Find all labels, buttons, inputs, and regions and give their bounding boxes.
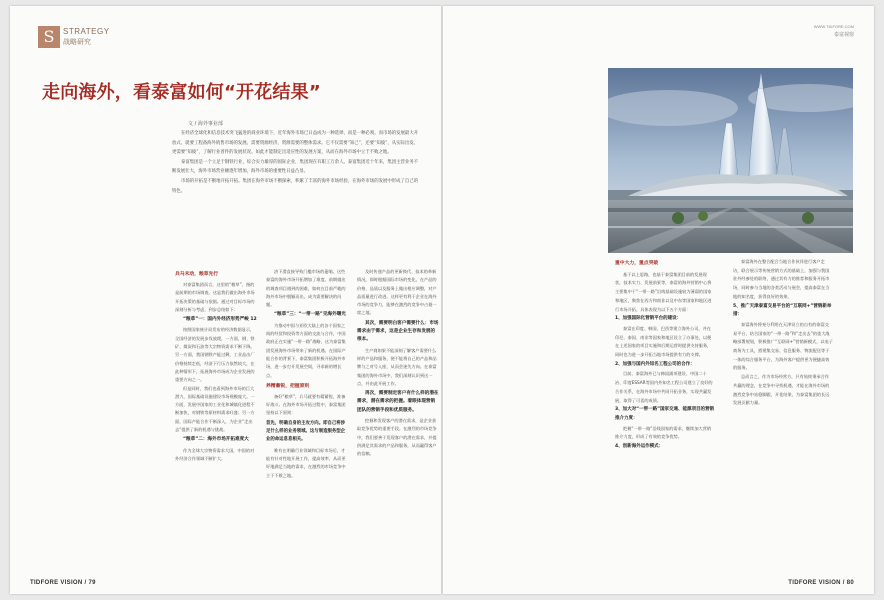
subheading: “粮草”二：海外市场开拓难度大 xyxy=(183,437,249,443)
body-paragraph: 泰富在印度、韩国、巴西等建立海外公司，并在印尼、泰国、南非等国家和地区设立了办事处，以便在上述国家的项目实施和后期运营时提供支持服务，同时也为进一步开拓当地市场提供有力的支撑。 xyxy=(615,325,712,358)
body-paragraph: 济下滑直接导致门槛市场的萎缩。这些泰富的海外市场开拓增加了难度。前期做出的调查项目遇到的困难，如何在目前严峻的海外市场中脱颖而出，成为需要解决的问题。 xyxy=(266,269,346,308)
body-paragraph: 基于以上思路，也基于泰富集团目前的发展现状，技术实力、发展前景等，泰富的海外营销中心将主要集中于“一带一路”沿线基础设施较为薄弱的国家和地区，聚焦在西方和南非以及中东等国家和地区进行市场开拓。具体表现为以下五个方面： xyxy=(615,271,712,312)
left-column-1 xyxy=(175,268,257,463)
page-footer-right: TIDFORE VISION / 80 xyxy=(788,580,854,586)
left-page xyxy=(10,6,441,594)
subheading: “粮草”一：国内外经济形势严峻 12 xyxy=(183,317,257,323)
article-title: 走向海外，看泰富如何“开花结果” xyxy=(42,82,321,103)
right-column-2 xyxy=(733,258,833,408)
body-paragraph: 及时传递产品的更新换代、技术的革新情况，即时根据国际市场的变化，在产品的价格、品质以及服务上做出相应调整，对产品质量进行改进。这样更有利于企业在海外市场的竞争力，能够在激烈的竞争中占据一席之地。 xyxy=(357,269,437,316)
body-paragraph: 按照国家统计局发布的经济数据显示，全国经济的发展步伐放缓，一方面，钢、铁矿、煤炭和石油等大宗物资需求不断下降。另一方面，我国钢铁产能过剩，工业品出厂价格持续走低，经济下行压力依然较大，在此种情形下，拓展海外市场成为企业发展的重要方向之一。 xyxy=(175,327,255,383)
section-tag-cn: 战略研究 xyxy=(63,38,91,46)
page-footer-left: TIDFORE VISION / 79 xyxy=(30,580,96,586)
subheading: “粮草”三：“一带一路”见海外曙光 xyxy=(274,312,346,318)
lead-paragraph: 市场的开拓是不断地开拓开拓。集团在海外市场不断探索，积累了丰富的海外市场经验，在海外市场的发展中形成了自己的特色。 xyxy=(172,178,419,194)
body-paragraph: 泰富海外在整合配合当地合作伙伴进行客户走访，联合展示等传统营销方式的基础上，加强与我国驻外经参处的联络，通过其有力的推荐和服务开拓市场，同时参与当地的各类活动与展会，提高泰富在当地的知名度，获得良好的效果。 xyxy=(733,259,830,299)
article-author: 文 / 海外事业部 xyxy=(188,121,223,127)
subheading: 1、加强国际化营销平台的建设： xyxy=(615,316,682,322)
body-paragraph: 目前，泰富海外已与韩国浦项建设、中国二十冶、印度ESSAR等国内外知名工程公司建立了良好的合作关系，在海外市场中共同开拓业务，实现共赢发展，取得了可喜的成绩。 xyxy=(615,371,713,403)
body-paragraph: 对泰富集团而言，这里的“粮草”，指的是前期的市场调查。这是我们做出海外市场开拓决策的基础与依据。通过对目标市场的深刻分析与考虑，到步总结如下： xyxy=(175,282,255,312)
subheading: 养精蓄锐，把握原则 xyxy=(266,383,310,389)
subheading: 再次，需要制定客户有什么样的潜在需求，潜在需求的把握。着眼体现营销团队的营销手段和优质服务。 xyxy=(357,391,439,413)
right-page xyxy=(443,6,874,594)
section-tag-en: STRATEGY xyxy=(63,27,110,36)
right-column-1 xyxy=(615,258,715,453)
subheading: 4、创新海外运作模式： xyxy=(615,444,664,450)
lead-paragraph: 泰富集团是一个立足于钢铁行业，综合实力雄厚的国际企业，集团现在有职工万余人。泰富集团近十年来，集团主营业务不断发展壮大，海外市场营业额逐年增加，海外市场的重要性日益凸显。 xyxy=(172,159,419,175)
body-paragraph: 生产商如果不能深刻了解客户需要什么样的产品和服务，便不能将自己的产品和品牌与之对号入座，从而会迷失方向。在泰富集团的海外市场中，我们深刻认识到这一点，并由此开展工作。 xyxy=(357,347,437,386)
section-label: 泰富视窗 xyxy=(833,32,854,38)
site-url: WWW.TIDFORE.COM xyxy=(813,24,854,29)
left-column-3 xyxy=(357,268,439,459)
left-column-2 xyxy=(266,268,348,480)
section-tag-letter: S xyxy=(38,26,60,48)
body-paragraph: 备好“粮草”，兵马就要有精蓄锐，准备好战斗。在海外市场开拓过程中，泰富集团坚持以下原则： xyxy=(266,393,346,416)
body-paragraph: 但是同时，我们也看到海外市场的巨大潜力，国际基础设施建设市场规模庞大。一方面，发展中国家的工业化和城镇化进程不断加快，对钢铁等原材料需求旺盛；另一方面，国际产能合作不断深入，为企业“走出去”提供了新的机遇与挑战。 xyxy=(175,385,255,433)
article-lead xyxy=(172,129,422,196)
body-paragraph: 为推动中国与亚欧大陆上的各个国家之间的经贸和投资等方面的交流与合作，中国政府正在实施“一带一路”战略，这为泰富集团发展海外市场带来了新的机遇。在国际产能合作的背景下，泰富集团积极开拓海外市场，进一步打开发展空间，寻求新的增长点。 xyxy=(266,322,346,378)
body-paragraph: 总而言之，作为市场经营方，只有始终秉承合作共赢的理念，在竞争中寻找机遇，才能在海外市场的激烈竞争中站稳脚跟，开花结果，为泰富集团的长远发展贡献力量。 xyxy=(733,374,830,406)
subheading: 兵马未动，粮草先行 xyxy=(175,272,219,277)
body-paragraph: 唯有在明确行业领域和目标市场后，才能有针对性地开展工作，提高效率，从而更好地满足当地的需求，在激烈的市场竞争中立于不败之地。 xyxy=(266,447,346,478)
subheading: 3、加大对“一带一路”国家交通、能源项目的营销推介力度： xyxy=(615,407,715,421)
section-tag xyxy=(38,26,110,48)
body-paragraph: 泰富海外将充分利用在天津设立的自有的泰富交易平台，结合国家的“一带一路”和“走出去”的重大战略部署规划，积极推广“互联网+”营销新模式，以电子商务为工具，搭建集交易、信息服务、物流配送等于一体的综合服务平台，为海外客户提供更为便捷高效的服务。 xyxy=(733,321,833,371)
body-paragraph: 把握“一带一路”沿线国家的需求，继续加大营销推介力度，形成了有效的竞争优势。 xyxy=(615,425,712,440)
body-paragraph: 挖掘和发现客户的潜在需求，是企业获取竞争优势的重要手段。在激烈的市场竞争中，我们要善于发现客户的潜在需求，并提供满足其需求的产品和服务，从而赢得客户的信赖。 xyxy=(357,418,437,457)
subheading: 2、加强与国内外知名工程公司的合作： xyxy=(615,361,695,367)
subheading: 其次，需要明白客户需要什么：市场需求由于需求，这是企业生存和发展的根本。 xyxy=(357,320,439,343)
lead-paragraph: 在经济全球化和信息技术突飞猛进的商业环境下，近年海外市场已日益成为一种选择，而是一种必须。而市场的发展最大开放式、就要工程备海外销售市场的发展。需要资源经济，资源需要的整体需求。它不仅需要“知己”，还要“知彼”，从实际出发。更需要“知彼”，了解行业普件的发展状况。如此才能制定出适应性的发展方案，从而在海外市场中立于不败之地。 xyxy=(172,131,419,156)
subheading: 重中大力，重点突破 xyxy=(615,261,659,266)
building-rendering-image xyxy=(608,68,853,253)
body-paragraph: 作为全球大宗物资需求大国，中国的对外经济合作领域不断扩大。 xyxy=(175,447,255,461)
subheading: 首先，明确自身的主攻方向。即自己将涉足什么样的业务领域。这与制造服务型企业的命运息息相关。 xyxy=(266,420,346,443)
subheading: 5、推广天津泰富交易平台的“互联网+”营销新举措： xyxy=(733,303,832,318)
